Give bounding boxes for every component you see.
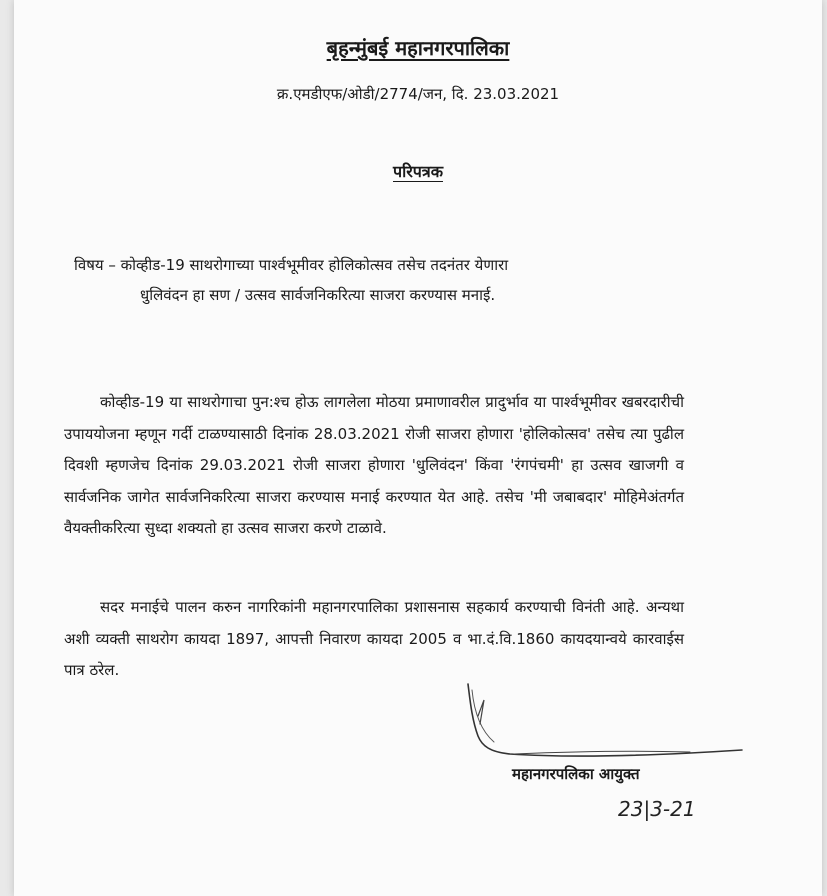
subject-line-2: धुलिवंदन हा सण / उत्सव सार्वजनिकरित्या साजरा करण्यास मनाई. xyxy=(140,286,496,304)
body-paragraph-2: सदर मनाईचे पालन करुन नागरिकांनी महानगरपालिका प्रशासनास सहकार्य करण्याची विनंती आहे. अन्यथा अशी व्यक्ती साथरोग कायदा 1897, आपत्ती निवारण कायदा 2005 व भा.दं.वि.1860 कायदयान्वये कारवाईस पात्र ठरेल. xyxy=(64,598,684,679)
body-paragraph-1: कोव्हीड-19 या साथरोगाचा पुन:श्च होऊ लागलेला मोठया प्रमाणावरील प्रादुर्भाव या पार्श्वभूमीवर खबरदारीची उपाययोजना म्हणून गर्दी टाळण्यासाठी दिनांक 28.03.2021 रोजी साजरा होणारा 'होलिकोत्सव' तसेच त्या पुढील दिवशी म्हणजेच दिनांक 29.03.2021 रोजी साजरा होणारा 'धुलिवंदन' किंवा 'रंगपंचमी' हा उत्सव खाजगी व सार्वजनिक जागेत सार्वजनिकरित्या साजरा करण्यास मनाई करण्यात येत आहे. तसेच 'मी जबाबदार' मोहिमेअंतर्गत वैयक्तीकरित्या सुध्दा शक्यतो हा उत्सव साजरा करणे टाळावे. xyxy=(64,393,684,537)
subject-line-1: विषय – कोव्हीड-19 साथरोगाच्या पार्श्वभूमीवर होलिकोत्सव तसेच तदनंतर येणारा xyxy=(74,256,509,274)
signatory-designation: महानगरपलिका आयुक्त xyxy=(512,765,640,783)
document-page xyxy=(14,0,822,896)
handwritten-signature xyxy=(450,680,750,770)
document-type-heading: परिपत्रक xyxy=(393,162,443,181)
organization-title: बृहन्मुंबई महानगरपालिका xyxy=(326,36,510,60)
handwritten-date xyxy=(614,790,724,840)
subject-block xyxy=(74,250,634,310)
handwritten-date-text: 23|3-21 xyxy=(618,797,696,821)
reference-number: क्र.एमडीएफ/ओडी/2774/जन, दि. 23.03.2021 xyxy=(276,85,560,103)
